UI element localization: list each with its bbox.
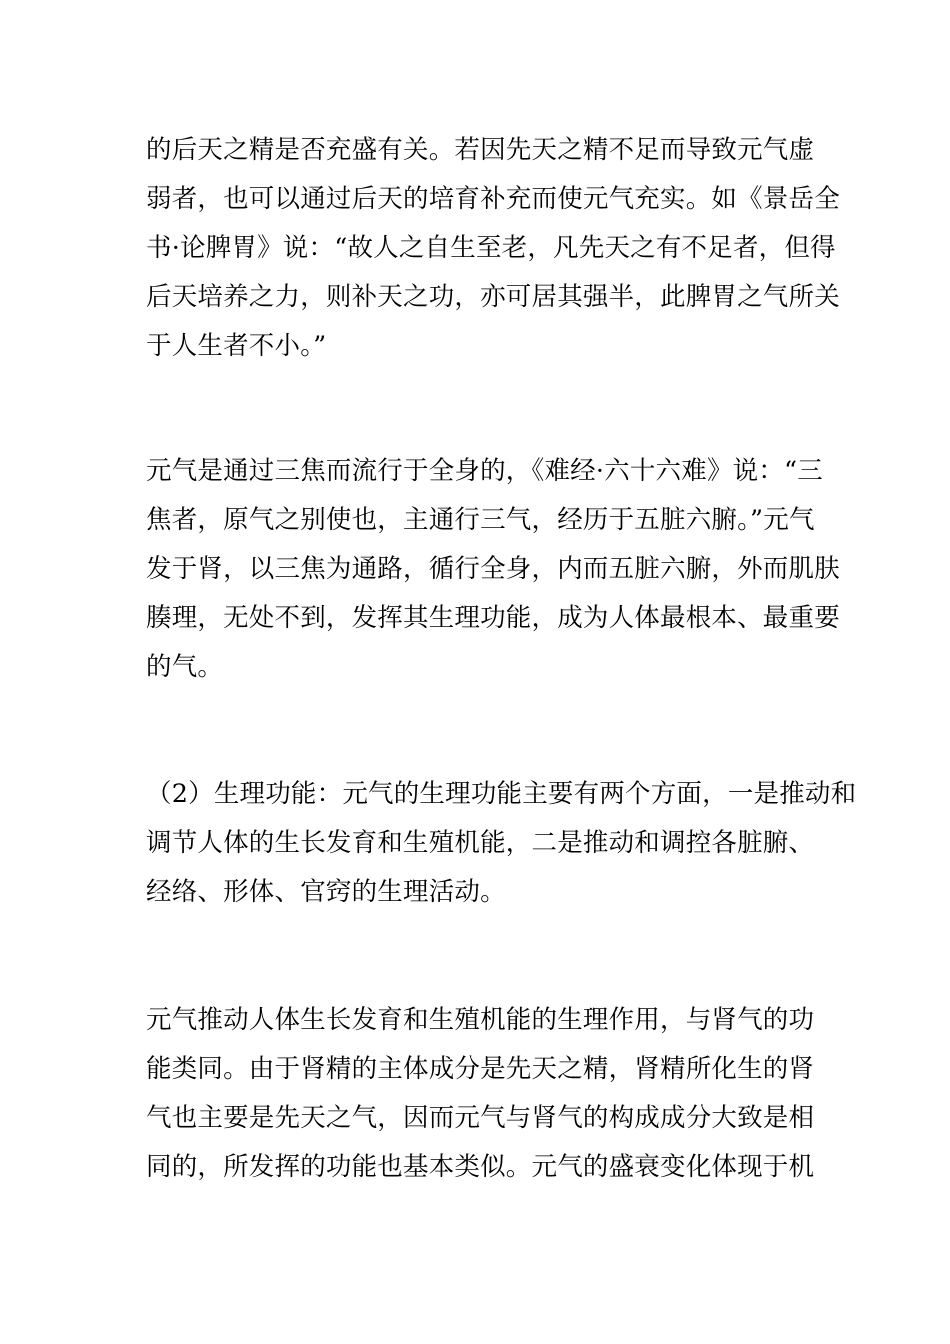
paragraph-3 bbox=[146, 770, 857, 917]
text-line: 腠理，无处不到，发挥其生理功能，成为人体最根本、最重要 bbox=[146, 603, 840, 633]
text-line: 元气是通过三焦而流行于全身的，《难经·六十六难》说：“三 bbox=[146, 456, 823, 486]
text-line: 后天培养之力，则补天之功，亦可居其强半，此脾胃之气所关 bbox=[146, 282, 840, 312]
paragraph-4 bbox=[146, 996, 815, 1192]
text-line: 的后天之精是否充盛有关。若因先天之精不足而导致元气虚 bbox=[146, 135, 815, 165]
text-line: 于人生者不小。” bbox=[146, 331, 327, 361]
paragraph-2 bbox=[146, 447, 840, 692]
text-line: 焦者，原气之别使也，主通行三气，经历于五脏六腑。”元气 bbox=[146, 505, 815, 535]
text-line: 经络、形体、官窍的生理活动。 bbox=[146, 877, 506, 907]
text-line: 同的，所发挥的功能也基本类似。元气的盛衰变化体现于机 bbox=[146, 1152, 815, 1182]
text-line: 的气。 bbox=[146, 652, 224, 682]
text-line: 书·论脾胃》说：“故人之自生至老，凡先天之有不足者，但得 bbox=[146, 233, 836, 263]
text-line: 气也主要是先天之气，因而元气与肾气的构成成分大致是相 bbox=[146, 1103, 815, 1133]
text-line: 调节人体的生长发育和生殖机能，二是推动和调控各脏腑、 bbox=[146, 828, 815, 858]
text-line: 能类同。由于肾精的主体成分是先天之精，肾精所化生的肾 bbox=[146, 1054, 815, 1084]
paragraph-1 bbox=[146, 126, 840, 371]
text-line: 发于肾，以三焦为通路，循行全身，内而五脏六腑，外而肌肤 bbox=[146, 554, 840, 584]
text-line: 弱者，也可以通过后天的培育补充而使元气充实。如《景岳全 bbox=[146, 184, 840, 214]
text-line: （2）生理功能：元气的生理功能主要有两个方面，一是推动和 bbox=[146, 779, 857, 809]
text-line: 元气推动人体生长发育和生殖机能的生理作用，与肾气的功 bbox=[146, 1005, 815, 1035]
